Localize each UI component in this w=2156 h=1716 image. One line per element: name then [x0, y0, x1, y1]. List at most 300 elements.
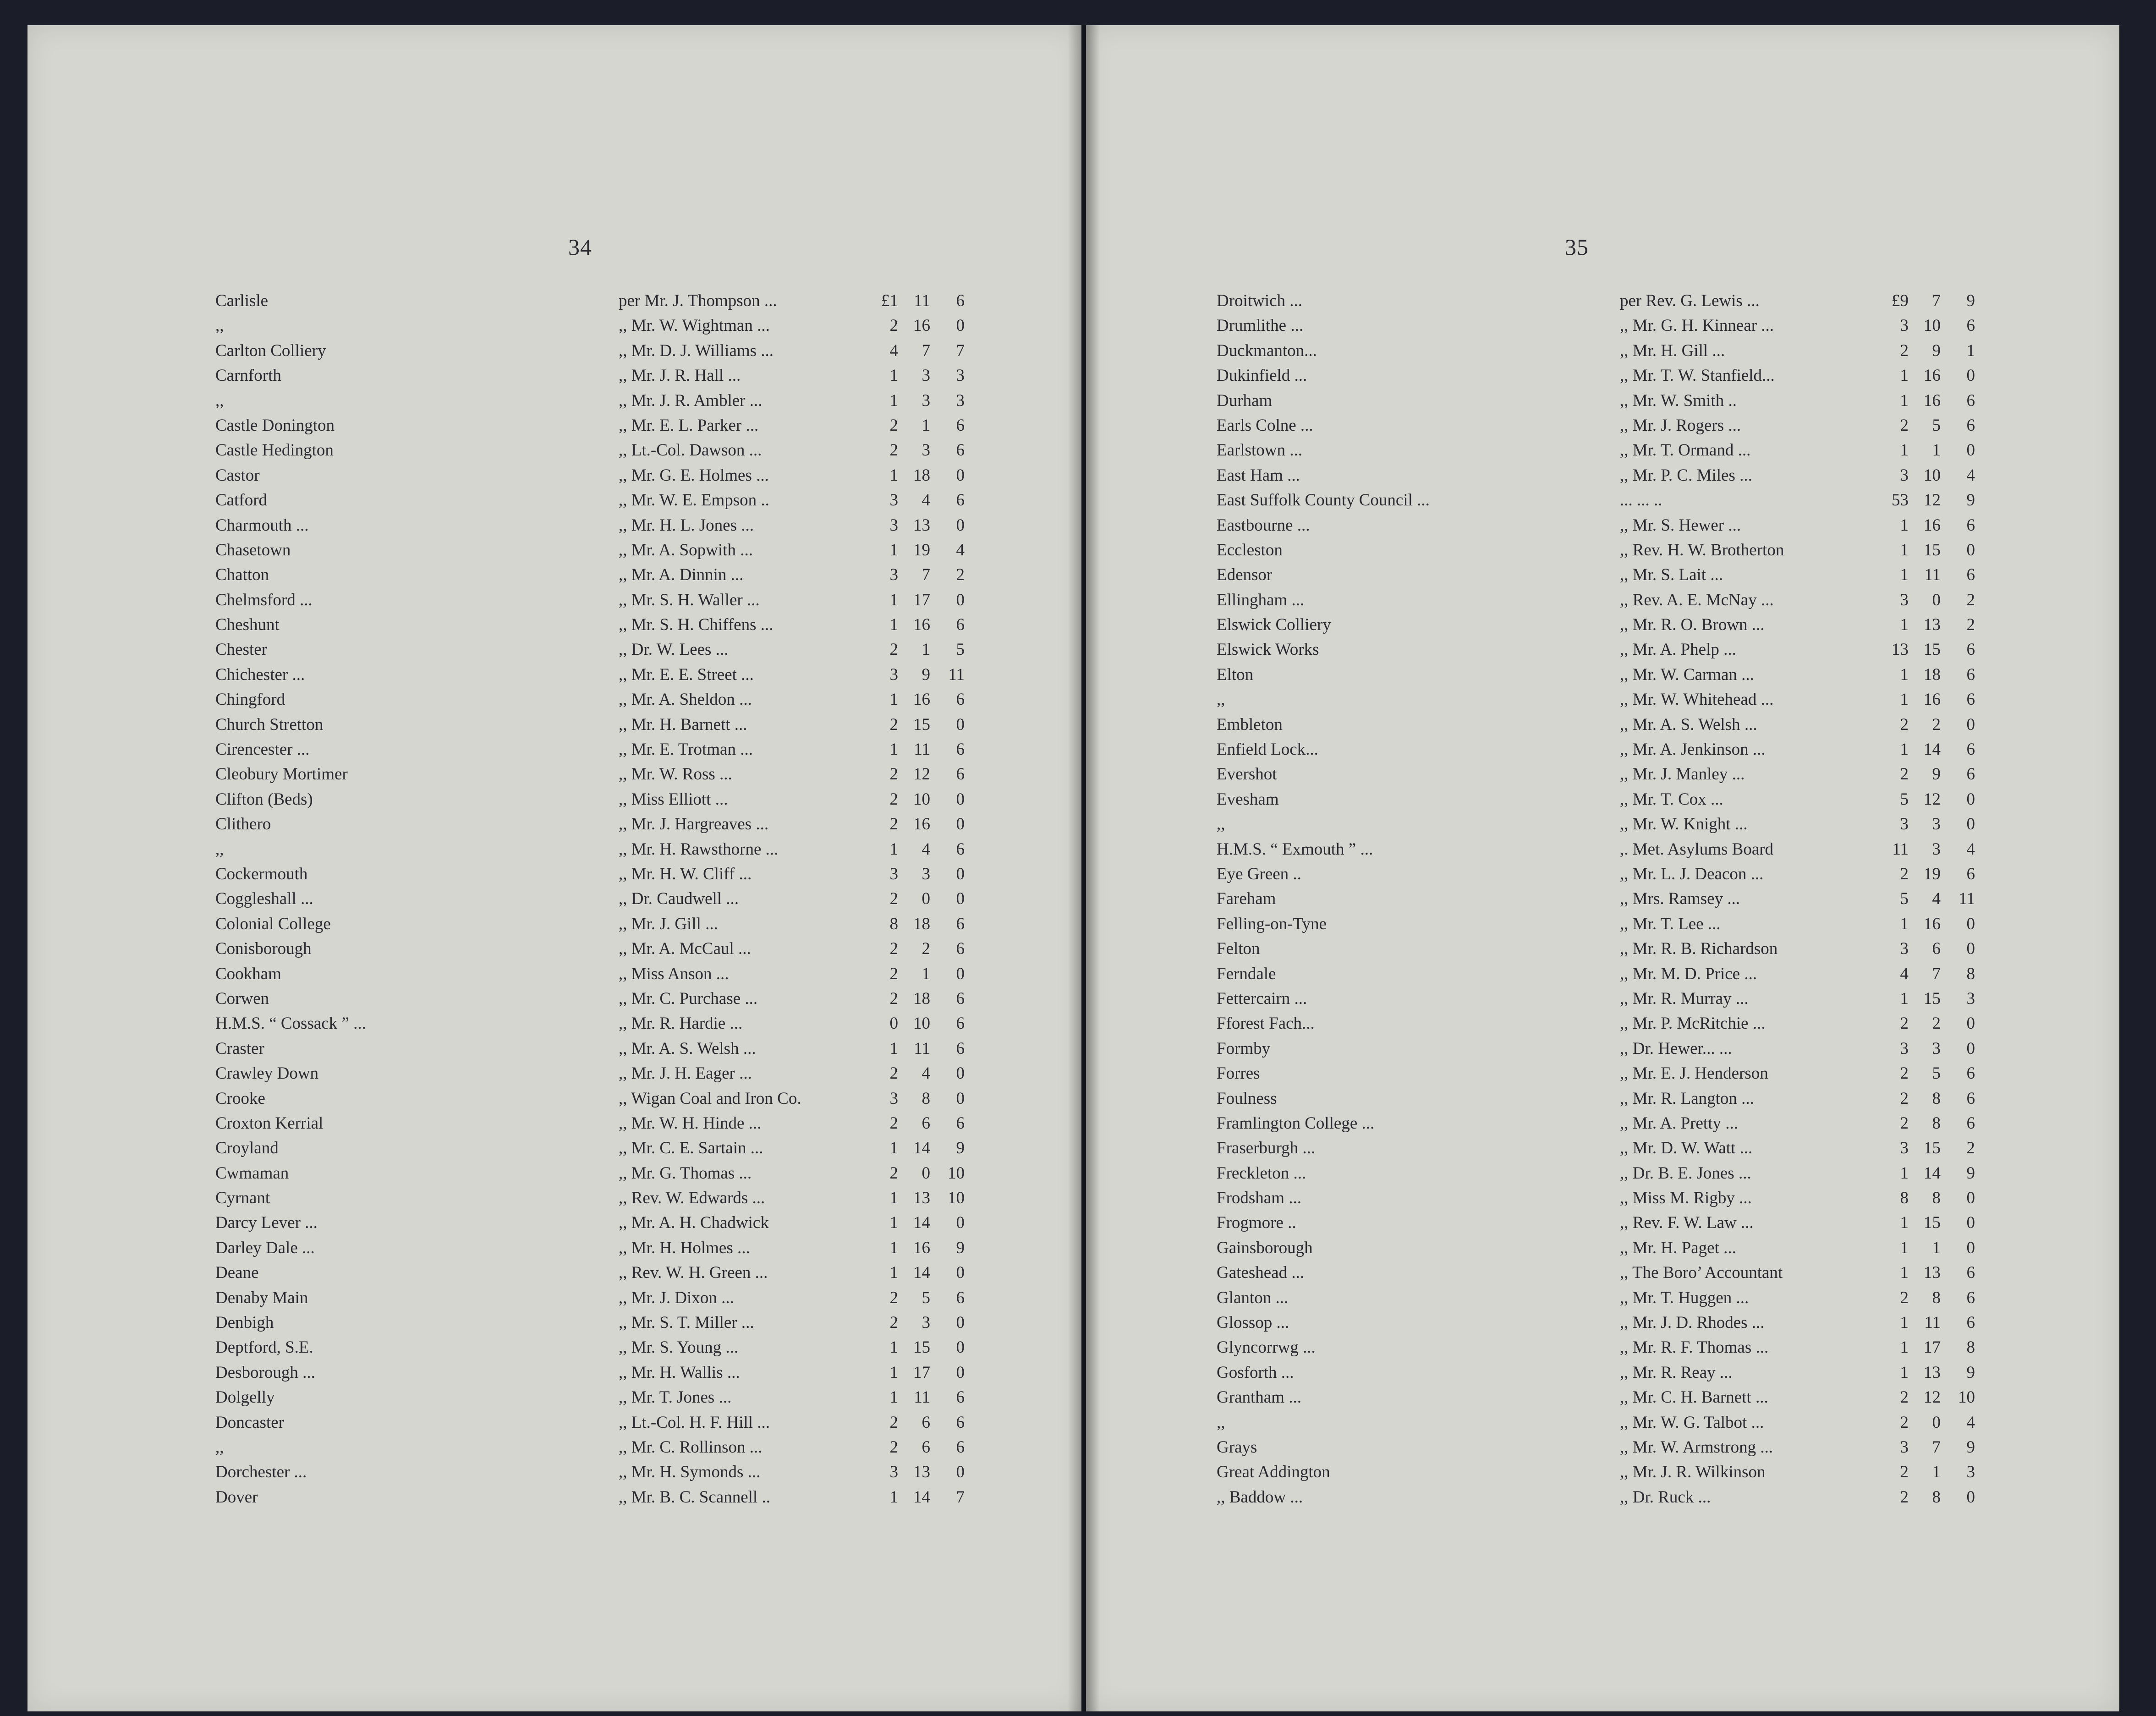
amount-shillings: 15 — [913, 715, 930, 734]
amount-pounds: 1 — [889, 1487, 898, 1507]
amount-shillings: 3 — [1932, 839, 1941, 859]
amount-pounds: 2 — [1900, 1288, 1909, 1307]
place-name: Cirencester ... — [215, 740, 310, 759]
amount-shillings: 18 — [1924, 665, 1941, 684]
contributor: ,, Mr. C. Purchase ... — [619, 989, 758, 1008]
amount-shillings: 9 — [1932, 765, 1941, 784]
amount-pounds: 1 — [889, 1039, 898, 1058]
amount-shillings: 13 — [1924, 1263, 1941, 1283]
amount-pence: 6 — [1966, 316, 1975, 335]
place-name: Denbigh — [215, 1313, 274, 1332]
contributor: ,, Mr. H. Gill ... — [1620, 341, 1725, 360]
amount-pence: 0 — [1966, 914, 1975, 933]
amount-shillings: 3 — [922, 441, 930, 460]
place-name: Croyland — [215, 1139, 279, 1158]
place-name: ,, — [1217, 815, 1225, 834]
amount-shillings: 16 — [1924, 391, 1941, 410]
place-name: Fettercairn ... — [1217, 989, 1307, 1008]
amount-pounds: 1 — [1900, 1338, 1909, 1357]
amount-shillings: 1 — [922, 640, 930, 659]
contributor: ,, Mr. S. Hewer ... — [1620, 515, 1741, 535]
amount-pence: 6 — [1966, 1113, 1975, 1133]
amount-shillings: 17 — [913, 590, 930, 609]
amount-pence: 0 — [956, 515, 965, 535]
contributor: ,, Mr. T. Jones ... — [619, 1388, 732, 1407]
amount-pence: 0 — [956, 590, 965, 609]
contributor: ,, Mr. R. Murray ... — [1620, 989, 1749, 1008]
place-name: Evershot — [1217, 765, 1277, 784]
place-name: Chatton — [215, 565, 269, 585]
amount-shillings: 15 — [1924, 989, 1941, 1008]
amount-pounds: 1 — [1900, 441, 1909, 460]
contributor: ,, Rev. H. W. Brotherton — [1620, 540, 1784, 559]
amount-shillings: 18 — [913, 914, 930, 933]
place-name: Cookham — [215, 964, 281, 983]
amount-shillings: 6 — [922, 1437, 930, 1457]
amount-shillings: 10 — [913, 789, 930, 809]
amount-pounds: 1 — [889, 1189, 898, 1208]
amount-pounds: 3 — [1900, 466, 1909, 485]
amount-shillings: 6 — [922, 1113, 930, 1133]
contributor: ,, Mr. E. L. Parker ... — [619, 416, 759, 435]
place-name: East Ham ... — [1217, 466, 1300, 485]
amount-pence: 0 — [1966, 1238, 1975, 1257]
amount-pounds: 1 — [889, 740, 898, 759]
contributor: ,, Mr. H. Paget ... — [1620, 1238, 1736, 1257]
amount-shillings: 10 — [1924, 466, 1941, 485]
amount-pence: 6 — [1966, 1263, 1975, 1283]
amount-shillings: 8 — [1932, 1113, 1941, 1133]
amount-pounds: 2 — [1900, 1487, 1909, 1507]
amount-shillings: 1 — [1932, 1463, 1941, 1482]
place-name: East Suffolk County Council ... — [1217, 491, 1430, 510]
amount-pounds: 3 — [1900, 815, 1909, 834]
contributor: ,, Mr. J. Rogers ... — [1620, 416, 1741, 435]
place-name: Felton — [1217, 939, 1260, 959]
contributor: ,, Mr. S. Lait ... — [1620, 565, 1723, 585]
place-name: ,, — [215, 391, 224, 410]
contributor: ,, Mr. E. J. Henderson — [1620, 1064, 1768, 1083]
place-name: H.M.S. “ Cossack ” ... — [215, 1014, 366, 1033]
amount-shillings: 17 — [913, 1363, 930, 1382]
amount-shillings: 1 — [1932, 441, 1941, 460]
place-name: Crooke — [215, 1089, 265, 1108]
place-name: Edensor — [1217, 565, 1273, 585]
amount-pence: 9 — [956, 1238, 965, 1257]
amount-pence: 0 — [1966, 1189, 1975, 1208]
amount-shillings: 5 — [922, 1288, 930, 1307]
contributor: ,, Mr. G. H. Kinnear ... — [1620, 316, 1774, 335]
contributor: ,, Mr. H. L. Jones ... — [619, 515, 754, 535]
amount-pence: 3 — [956, 366, 965, 385]
amount-pence: 0 — [1966, 441, 1975, 460]
amount-pence: 0 — [956, 1313, 965, 1332]
amount-pounds: 2 — [1900, 1014, 1909, 1033]
place-name: Grantham ... — [1217, 1388, 1301, 1407]
amount-shillings: 6 — [1932, 939, 1941, 959]
page-number-right: 35 — [1565, 234, 1589, 260]
place-name: Fraserburgh ... — [1217, 1139, 1316, 1158]
place-name: Cwmaman — [215, 1163, 289, 1183]
contributor: ,, Miss Anson ... — [619, 964, 729, 983]
amount-pounds: 1 — [889, 366, 898, 385]
amount-pounds: 2 — [889, 989, 898, 1008]
contributor: ,, Mr. J. H. Eager ... — [619, 1064, 752, 1083]
amount-pounds: 1 — [1900, 1238, 1909, 1257]
amount-pounds: 2 — [1900, 416, 1909, 435]
contributor: ,, Wigan Coal and Iron Co. — [619, 1089, 801, 1108]
place-name: Earlstown ... — [1217, 441, 1303, 460]
amount-shillings: 10 — [913, 1014, 930, 1033]
amount-pence: 6 — [1966, 1288, 1975, 1307]
right-page — [1086, 25, 2119, 1711]
amount-pence: 0 — [1966, 789, 1975, 809]
place-name: Glanton ... — [1217, 1288, 1289, 1307]
contributor: ,, Mr. A. Sopwith ... — [619, 540, 753, 559]
place-name: Evesham — [1217, 789, 1279, 809]
amount-shillings: 9 — [922, 665, 930, 684]
amount-pounds: 1 — [1900, 989, 1909, 1008]
amount-pence: 6 — [956, 1014, 965, 1033]
place-name: Conisborough — [215, 939, 312, 959]
amount-pounds: 1 — [889, 590, 898, 609]
amount-pounds: 1 — [889, 690, 898, 709]
amount-pence: 0 — [956, 815, 965, 834]
place-name: ,, — [1217, 1413, 1225, 1432]
amount-pounds: 1 — [1900, 565, 1909, 585]
amount-pence: 11 — [948, 665, 965, 684]
place-name: Charmouth ... — [215, 515, 309, 535]
place-name: Elton — [1217, 665, 1254, 684]
amount-pence: 0 — [956, 1064, 965, 1083]
place-name: Freckleton ... — [1217, 1163, 1306, 1183]
amount-pounds: 1 — [1900, 665, 1909, 684]
contributor: ,, Mr. M. D. Price ... — [1620, 964, 1757, 983]
contributor: ,, Mr. W. Whitehead ... — [1620, 690, 1774, 709]
amount-pounds: 2 — [889, 789, 898, 809]
contributor: per Mr. J. Thompson ... — [619, 291, 777, 310]
amount-pence: 9 — [1966, 291, 1975, 310]
amount-pounds: 3 — [889, 1089, 898, 1108]
place-name: Crawley Down — [215, 1064, 319, 1083]
amount-shillings: 4 — [922, 1064, 930, 1083]
contributor: ,, Mr. W. Armstrong ... — [1620, 1437, 1773, 1457]
contributor: ,, Mr. J. R. Ambler ... — [619, 391, 763, 410]
amount-shillings: 0 — [922, 889, 930, 909]
contributor: ,, Mr. A. Dinnin ... — [619, 565, 744, 585]
contributor: ,, Mr. H. Barnett ... — [619, 715, 747, 734]
amount-shillings: 0 — [1932, 590, 1941, 609]
amount-pence: 6 — [956, 740, 965, 759]
place-name: Glossop ... — [1217, 1313, 1289, 1332]
amount-pence: 0 — [1966, 366, 1975, 385]
place-name: Enfield Lock... — [1217, 740, 1318, 759]
amount-pence: 0 — [956, 964, 965, 983]
amount-shillings: 11 — [914, 740, 930, 759]
amount-pounds: 3 — [889, 515, 898, 535]
amount-shillings: 15 — [1924, 640, 1941, 659]
place-name: Clithero — [215, 815, 271, 834]
amount-pence: 1 — [1966, 341, 1975, 360]
place-name: Ellingham ... — [1217, 590, 1305, 609]
amount-shillings: 13 — [913, 515, 930, 535]
amount-pence: 0 — [956, 1213, 965, 1233]
contributor: ,, Mr. P. C. Miles ... — [1620, 466, 1752, 485]
page-number-left: 34 — [568, 234, 592, 260]
amount-pence: 6 — [1966, 391, 1975, 410]
amount-pounds: 1 — [1900, 540, 1909, 559]
contributor: ,, Mr. T. Huggen ... — [1620, 1288, 1749, 1307]
place-name: Chester — [215, 640, 268, 659]
amount-pounds: 2 — [1900, 1463, 1909, 1482]
amount-pounds: 2 — [889, 416, 898, 435]
place-name: Great Addington — [1217, 1463, 1330, 1482]
amount-pence: 6 — [1966, 740, 1975, 759]
contributor: ,, Mr. A. Pretty ... — [1620, 1113, 1738, 1133]
place-name: Foulness — [1217, 1089, 1277, 1108]
amount-pence: 6 — [1966, 864, 1975, 883]
place-name: Carlton Colliery — [215, 341, 326, 360]
amount-pounds: 2 — [1900, 1089, 1909, 1108]
amount-pounds: 1 — [889, 1238, 898, 1257]
contributor: per Rev. G. Lewis ... — [1620, 291, 1760, 310]
amount-pence: 6 — [956, 1437, 965, 1457]
amount-shillings: 3 — [922, 366, 930, 385]
amount-pounds: 1 — [889, 615, 898, 635]
amount-pounds: 3 — [889, 665, 898, 684]
amount-shillings: 3 — [922, 391, 930, 410]
amount-pence: 0 — [956, 1463, 965, 1482]
amount-shillings: 16 — [913, 690, 930, 709]
book-gutter — [1068, 25, 1100, 1711]
amount-pounds: 1 — [889, 1213, 898, 1233]
amount-shillings: 12 — [1924, 1388, 1941, 1407]
contributor: ,, Mr. G. E. Holmes ... — [619, 466, 769, 485]
amount-shillings: 16 — [913, 815, 930, 834]
amount-pounds: 1 — [1900, 1263, 1909, 1283]
amount-pounds: 2 — [889, 889, 898, 909]
amount-pence: 0 — [956, 1263, 965, 1283]
amount-pence: 9 — [1966, 1437, 1975, 1457]
contributor: ,, Mr. W. Ross ... — [619, 765, 732, 784]
amount-pence: 6 — [1966, 416, 1975, 435]
amount-pence: 0 — [956, 789, 965, 809]
place-name: ,, Baddow ... — [1217, 1487, 1303, 1507]
place-name: Castor — [215, 466, 260, 485]
amount-pounds: 0 — [889, 1014, 898, 1033]
amount-pence: 0 — [956, 1363, 965, 1382]
amount-pence: 0 — [1966, 1213, 1975, 1233]
amount-pounds: 2 — [889, 964, 898, 983]
amount-pence: 10 — [1958, 1388, 1975, 1407]
amount-pounds: 1 — [889, 391, 898, 410]
amount-shillings: 11 — [914, 1039, 930, 1058]
place-name: Gainsborough — [1217, 1238, 1313, 1257]
contributor: ,, Dr. Caudwell ... — [619, 889, 739, 909]
amount-pence: 9 — [1966, 1363, 1975, 1382]
contributor: ,, Mr. J. Manley ... — [1620, 765, 1745, 784]
amount-pence: 6 — [956, 1413, 965, 1432]
contributor: ,, Mr. J. Hargreaves ... — [619, 815, 769, 834]
amount-pence: 6 — [956, 914, 965, 933]
amount-pence: 2 — [1966, 615, 1975, 635]
amount-pounds: 3 — [1900, 316, 1909, 335]
left-page — [27, 25, 1081, 1711]
amount-shillings: 10 — [1924, 316, 1941, 335]
place-name: ,, — [215, 839, 224, 859]
place-name: Durham — [1217, 391, 1273, 410]
amount-pounds: 8 — [889, 914, 898, 933]
amount-pence: 9 — [956, 1139, 965, 1158]
amount-pounds: 1 — [889, 1338, 898, 1357]
amount-pence: 4 — [1966, 1413, 1975, 1432]
amount-shillings: 8 — [1932, 1089, 1941, 1108]
contributor: ,, Mr. H. Rawsthorne ... — [619, 839, 779, 859]
place-name: Dolgelly — [215, 1388, 275, 1407]
amount-pounds: 2 — [1900, 1064, 1909, 1083]
place-name: Duckmanton... — [1217, 341, 1317, 360]
amount-shillings: 4 — [922, 491, 930, 510]
place-name: Eastbourne ... — [1217, 515, 1310, 535]
contributor: ,, Mr. W. Smith .. — [1620, 391, 1737, 410]
amount-pounds: 2 — [889, 1313, 898, 1332]
amount-pounds: 2 — [1900, 341, 1909, 360]
amount-pounds: 2 — [889, 1413, 898, 1432]
amount-pence: 6 — [1966, 665, 1975, 684]
amount-pounds: £1 — [881, 291, 898, 310]
amount-shillings: 11 — [1924, 1313, 1941, 1332]
amount-shillings: 3 — [1932, 815, 1941, 834]
amount-pounds: 1 — [1900, 914, 1909, 933]
contributor: ,, Dr. W. Lees ... — [619, 640, 729, 659]
amount-shillings: 14 — [1924, 1163, 1941, 1183]
amount-shillings: 16 — [1924, 515, 1941, 535]
place-name: Ferndale — [1217, 964, 1276, 983]
place-name: Eccleston — [1217, 540, 1283, 559]
amount-pence: 6 — [956, 1388, 965, 1407]
amount-pounds: 3 — [889, 565, 898, 585]
amount-pence: 0 — [1966, 540, 1975, 559]
amount-pounds: 1 — [1900, 391, 1909, 410]
amount-pence: 6 — [956, 989, 965, 1008]
place-name: Catford — [215, 491, 268, 510]
amount-pence: 6 — [956, 1039, 965, 1058]
place-name: Castle Hedington — [215, 441, 334, 460]
amount-shillings: 0 — [1932, 1413, 1941, 1432]
amount-pounds: 2 — [889, 815, 898, 834]
amount-shillings: 7 — [922, 565, 930, 585]
place-name: Croxton Kerrial — [215, 1113, 324, 1133]
amount-pounds: 3 — [889, 491, 898, 510]
amount-pounds: 2 — [1900, 1413, 1909, 1432]
contributor: ,, Dr. Hewer... ... — [1620, 1039, 1732, 1058]
contributor: ,, Mr. D. W. Watt ... — [1620, 1139, 1753, 1158]
amount-pounds: 3 — [889, 864, 898, 883]
contributor: ,, Mr. T. Lee ... — [1620, 914, 1721, 933]
amount-pounds: 2 — [1900, 765, 1909, 784]
amount-pence: 0 — [956, 1089, 965, 1108]
contributor: ,, Mr. J. Gill ... — [619, 914, 718, 933]
contributor: ,, Mr. E. Trotman ... — [619, 740, 753, 759]
contributor: ,, Mr. H. Wallis ... — [619, 1363, 740, 1382]
amount-pounds: 1 — [1900, 1313, 1909, 1332]
amount-shillings: 18 — [913, 989, 930, 1008]
place-name: Cleobury Mortimer — [215, 765, 348, 784]
contributor: ,, Rev. W. H. Green ... — [619, 1263, 768, 1283]
amount-shillings: 14 — [1924, 740, 1941, 759]
amount-pence: 0 — [956, 715, 965, 734]
contributor: ,, Mr. A. Phelp ... — [1620, 640, 1736, 659]
amount-pence: 0 — [956, 889, 965, 909]
amount-pence: 6 — [956, 441, 965, 460]
contributor: ,, Mr. C. H. Barnett ... — [1620, 1388, 1768, 1407]
amount-pence: 2 — [1966, 590, 1975, 609]
place-name: Craster — [215, 1039, 264, 1058]
amount-pence: 0 — [1966, 815, 1975, 834]
amount-pounds: 11 — [1892, 839, 1909, 859]
place-name: ,, — [215, 1437, 224, 1457]
contributor: ,, Mr. J. R. Wilkinson — [1620, 1463, 1766, 1482]
amount-pence: 0 — [1966, 1487, 1975, 1507]
contributor: ,, Mr. R. F. Thomas ... — [1620, 1338, 1769, 1357]
place-name: Frodsham ... — [1217, 1189, 1301, 1208]
amount-pence: 11 — [1959, 889, 1975, 909]
contributor: ,, Mr. S. H. Chiffens ... — [619, 615, 774, 635]
place-name: Elswick Works — [1217, 640, 1319, 659]
amount-pounds: 1 — [1900, 740, 1909, 759]
contributor: ,, Mr. A. McCaul ... — [619, 939, 751, 959]
amount-shillings: 15 — [1924, 540, 1941, 559]
amount-pence: 6 — [1966, 640, 1975, 659]
amount-pence: 6 — [1966, 1313, 1975, 1332]
amount-pence: 6 — [956, 491, 965, 510]
contributor: ,, Mr. W. Knight ... — [1620, 815, 1748, 834]
place-name: Embleton — [1217, 715, 1283, 734]
amount-pence: 7 — [956, 1487, 965, 1507]
amount-pounds: 2 — [889, 1064, 898, 1083]
amount-pence: 6 — [956, 690, 965, 709]
amount-shillings: 2 — [1932, 715, 1941, 734]
place-name: Chelmsford ... — [215, 590, 313, 609]
contributor: ,, Mr. E. E. Street ... — [619, 665, 754, 684]
amount-shillings: 16 — [913, 1238, 930, 1257]
contributor: ,, Mr. A. Sheldon ... — [619, 690, 752, 709]
contributor: ,, Mr. A. S. Welsh ... — [619, 1039, 756, 1058]
place-name: ,, — [1217, 690, 1225, 709]
place-name: Gosforth ... — [1217, 1363, 1294, 1382]
amount-pence: 9 — [1966, 491, 1975, 510]
amount-pence: 4 — [1966, 839, 1975, 859]
place-name: Gateshead ... — [1217, 1263, 1305, 1283]
place-name: Chasetown — [215, 540, 291, 559]
place-name: Church Stretton — [215, 715, 324, 734]
amount-pence: 4 — [1966, 466, 1975, 485]
amount-shillings: 8 — [1932, 1189, 1941, 1208]
amount-shillings: 1 — [922, 416, 930, 435]
amount-pounds: 3 — [1900, 939, 1909, 959]
amount-pence: 6 — [956, 765, 965, 784]
amount-pounds: 1 — [1900, 690, 1909, 709]
amount-shillings: 11 — [914, 1388, 930, 1407]
amount-shillings: 16 — [1924, 914, 1941, 933]
contributor: ,, Mr. H. W. Cliff ... — [619, 864, 752, 883]
amount-pence: 6 — [1966, 1089, 1975, 1108]
place-name: Glyncorrwg ... — [1217, 1338, 1316, 1357]
amount-pounds: 1 — [1900, 1363, 1909, 1382]
amount-pounds: 1 — [1900, 1213, 1909, 1233]
contributor: ,, The Boro’ Accountant — [1620, 1263, 1783, 1283]
contributor: ,, Mr. L. J. Deacon ... — [1620, 864, 1764, 883]
